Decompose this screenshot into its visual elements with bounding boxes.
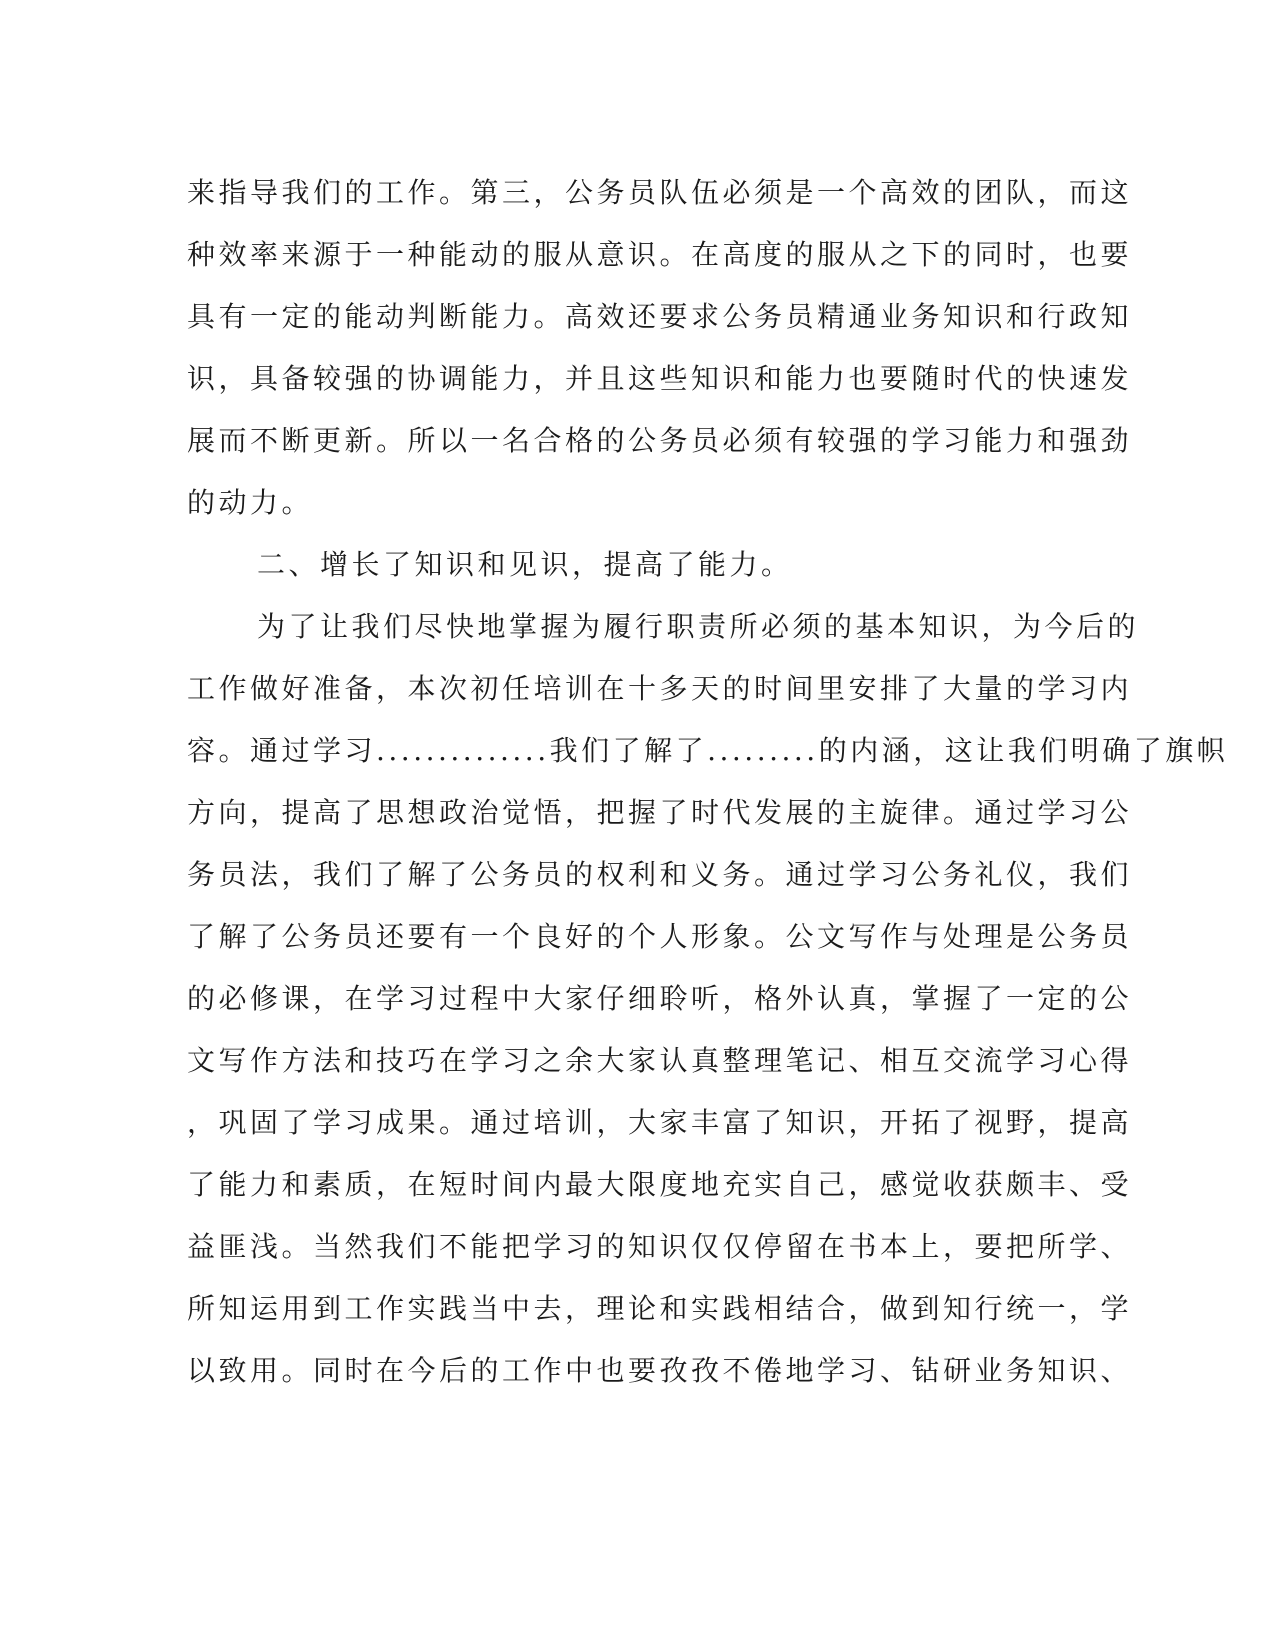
text-line: ，巩固了学习成果。通过培训，大家丰富了知识，开拓了视野，提高: [187, 1106, 1133, 1139]
text-line: 展而不断更新。所以一名合格的公务员必须有较强的学习能力和强劲: [187, 424, 1133, 457]
body-text: [187, 162, 1229, 1402]
text-line: 了解了公务员还要有一个良好的个人形象。公文写作与处理是公务员: [187, 920, 1133, 953]
text-line: 益匪浅。当然我们不能把学习的知识仅仅停留在书本上，要把所学、: [187, 1230, 1133, 1263]
text-line: 具有一定的能动判断能力。高效还要求公务员精通业务知识和行政知: [187, 300, 1133, 333]
text-line: 的动力。: [187, 486, 314, 519]
text-line: 为了让我们尽快地掌握为履行职责所必须的基本知识，为今后的: [257, 610, 1140, 643]
text-line: 工作做好准备，本次初任培训在十多天的时间里安排了大量的学习内: [187, 672, 1133, 705]
text-line: 以致用。同时在今后的工作中也要孜孜不倦地学习、钻研业务知识、: [187, 1354, 1133, 1387]
text-line: 容。通过学习..............我们了解了.........的内涵，这让我们明确了旗帜: [187, 734, 1229, 767]
text-line: 种效率来源于一种能动的服从意识。在高度的服从之下的同时，也要: [187, 238, 1133, 271]
text-line: 来指导我们的工作。第三，公务员队伍必须是一个高效的团队，而这: [187, 176, 1133, 209]
text-line: 了能力和素质，在短时间内最大限度地充实自己，感觉收获颇丰、受: [187, 1168, 1133, 1201]
text-line: 务员法，我们了解了公务员的权利和义务。通过学习公务礼仪，我们: [187, 858, 1133, 891]
text-line: 所知运用到工作实践当中去，理论和实践相结合，做到知行统一，学: [187, 1292, 1133, 1325]
text-line: 方向，提高了思想政治觉悟，把握了时代发展的主旋律。通过学习公: [187, 796, 1133, 829]
text-line: 文写作方法和技巧在学习之余大家认真整理笔记、相互交流学习心得: [187, 1044, 1133, 1077]
text-line: 的必修课，在学习过程中大家仔细聆听，格外认真，掌握了一定的公: [187, 982, 1133, 1015]
text-line: 识，具备较强的协调能力，并且这些知识和能力也要随时代的快速发: [187, 362, 1133, 395]
section-heading: 二、增长了知识和见识，提高了能力。: [257, 548, 793, 581]
